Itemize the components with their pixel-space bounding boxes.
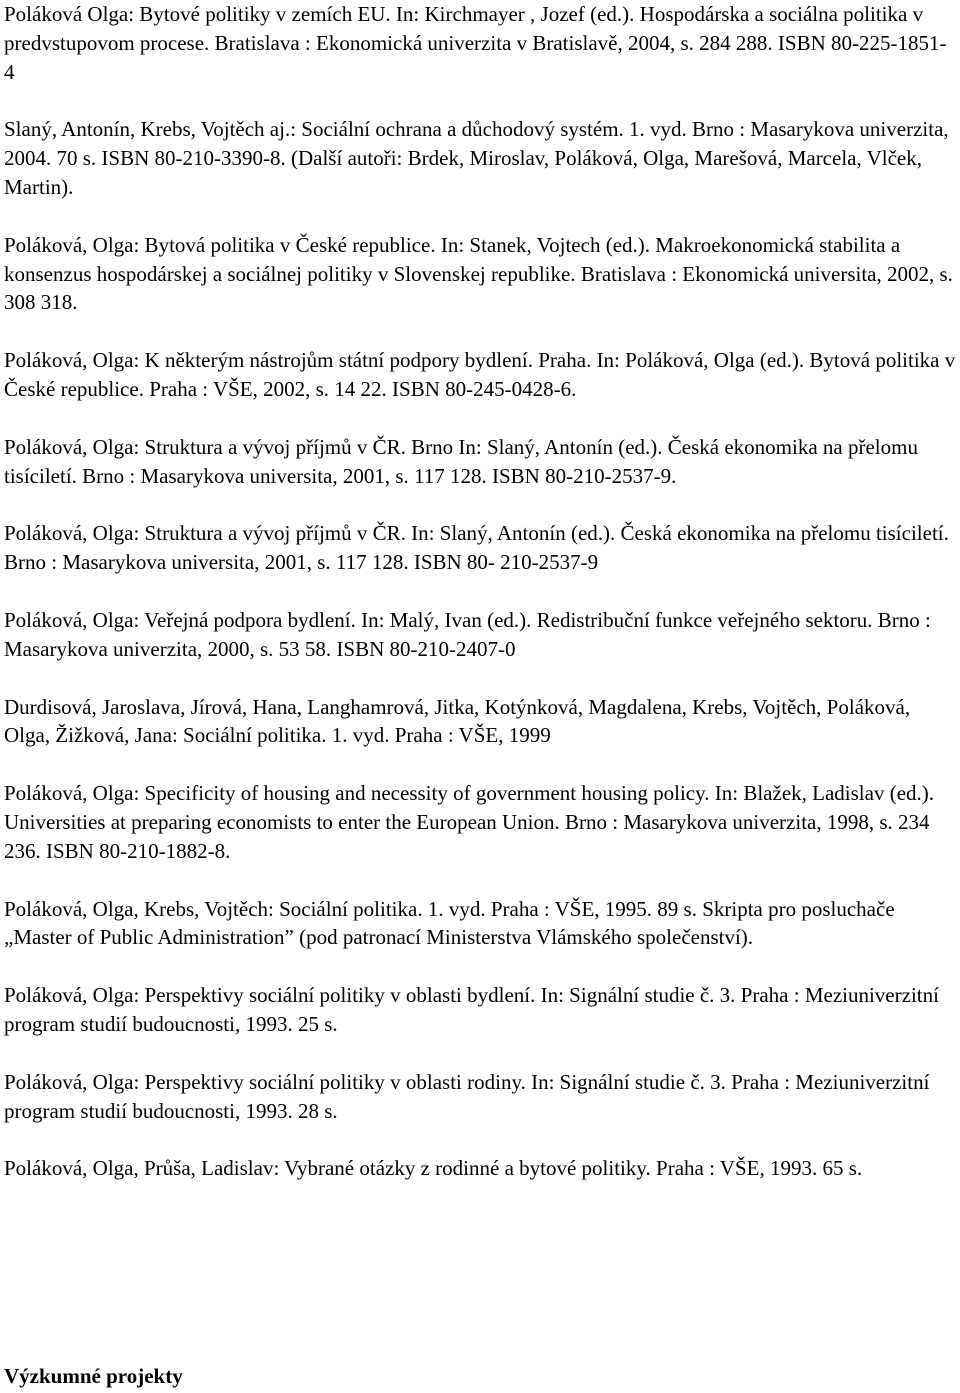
reference-entry: Poláková, Olga: Perspektivy sociální politiky v oblasti bydlení. In: Signální studie č. 3. Praha : Meziuniverzitní program studií budoucnosti, 1993. 25 s. <box>4 983 939 1036</box>
reference-entry: Slaný, Antonín, Krebs, Vojtěch aj.: Sociální ochrana a důchodový systém. 1. vyd. Brno : Masarykova univerzita, 2004. 70 s. ISBN 80-210-3390-8. (Další autoři: Brdek, Miroslav, Poláková, Olga, Marešová, Marcela, Vlček, Martin). <box>4 117 949 199</box>
reference-entry: Durdisová, Jaroslava, Jírová, Hana, Langhamrová, Jitka, Kotýnková, Magdalena, Krebs, Vojtěch, Poláková, Olga, Žižková, Jana: Sociální politika. 1. vyd. Praha : VŠE, 1999 <box>4 694 911 748</box>
reference-entry: Poláková, Olga: K některým nástrojům státní podpory bydlení. Praha. In: Poláková, Olga (ed.). Bytová politika v České republice. Praha : VŠE, 2002, s. 14 22. ISBN 80-245-0428-6. <box>4 348 956 401</box>
section-heading: Výzkumné projekty <box>4 1364 183 1388</box>
reference-entry: Poláková, Olga, Krebs, Vojtěch: Sociální politika. 1. vyd. Praha : VŠE, 1995. 89 s. Skripta pro posluchače „Master of Public Administration” (pod patronací Ministerstva Vlámského společenství). <box>4 896 895 950</box>
reference-entry: Poláková Olga: Bytové politiky v zemích EU. In: Kirchmayer , Jozef (ed.). Hospodárska a sociálna politika v predvstupovom procese. Bratislava : Ekonomická univerzita v Bratislavě, 2004, s. 284 288. ISBN 80-225-1851-4 <box>4 2 947 84</box>
reference-entry: Poláková, Olga: Struktura a vývoj příjmů v ČR. Brno In: Slaný, Antonín (ed.). Česká ekonomika na přelomu tisíciletí. Brno : Masarykova universita, 2001, s. 117 128. ISBN 80-210-2537-9. <box>4 434 918 488</box>
bibliography-list <box>4 0 956 1212</box>
reference-entry: Poláková, Olga: Perspektivy sociální politiky v oblasti rodiny. In: Signální studie č. 3. Praha : Meziuniverzitní program studií budoucnosti, 1993. 28 s. <box>4 1069 930 1123</box>
reference-entry: Poláková, Olga, Průša, Ladislav: Vybrané otázky z rodinné a bytové politiky. Praha : VŠE, 1993. 65 s. <box>4 1156 863 1181</box>
reference-entry: Poláková, Olga: Struktura a vývoj příjmů v ČR. In: Slaný, Antonín (ed.). Česká ekonomika na přelomu tisíciletí. Brno : Masarykova universita, 2001, s. 117 128. ISBN 80- 210-2537-9 <box>4 521 949 575</box>
reference-entry: Poláková, Olga: Veřejná podpora bydlení. In: Malý, Ivan (ed.). Redistribuční funkce veřejného sektoru. Brno : Masarykova univerzita, 2000, s. 53 58. ISBN 80-210-2407-0 <box>4 607 931 661</box>
reference-entry: Poláková, Olga: Specificity of housing and necessity of government housing policy. In: Blažek, Ladislav (ed.). Universities at preparing economists to enter the European Union. Brno : Masarykova univerzita, 1998, s. 234 236. ISBN 80-210-1882-8. <box>4 781 935 863</box>
reference-entry: Poláková, Olga: Bytová politika v České republice. In: Stanek, Vojtech (ed.). Makroekonomická stabilita a konsenzus hospodárskej a sociálnej politiky v Slovenskej republike. Bratislava : Ekonomická universita, 2002, s. 308 318. <box>4 232 953 315</box>
